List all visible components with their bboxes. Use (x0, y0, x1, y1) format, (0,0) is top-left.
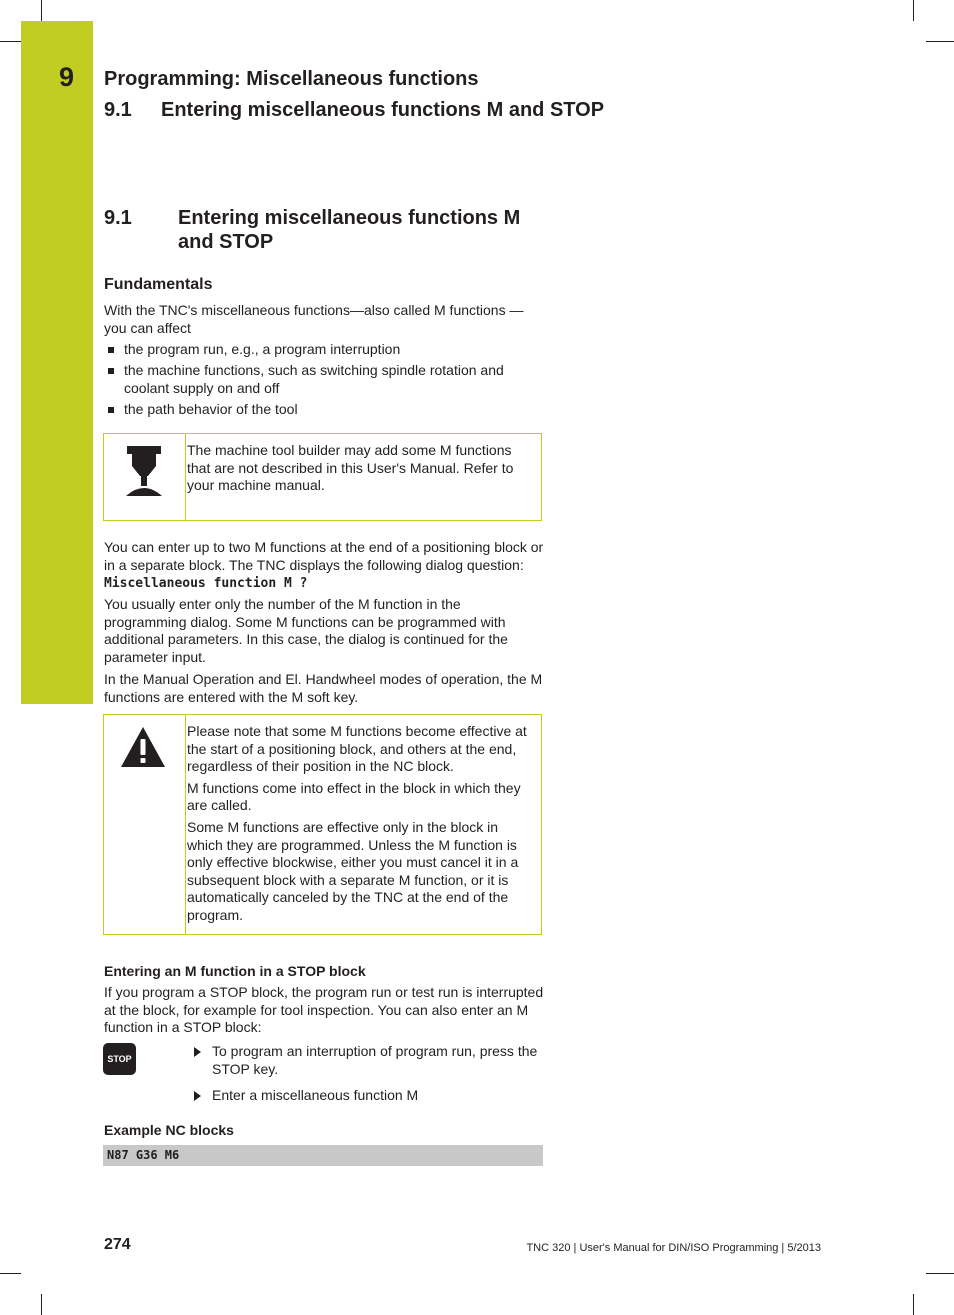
fundamentals-list (104, 341, 544, 422)
crop-mark (913, 1294, 914, 1315)
warning-note-box (103, 714, 542, 935)
list-item (104, 362, 544, 397)
machine-note-text: The machine tool builder may add some M functions that are not described in this User's Manual. Refer to your machine manual. (187, 442, 514, 494)
note-divider (185, 715, 186, 934)
machine-tool-icon (122, 444, 166, 500)
step-item (192, 1087, 542, 1105)
crop-mark (0, 41, 21, 42)
example-heading: Example NC blocks (104, 1122, 234, 1138)
bullet-icon (108, 368, 114, 374)
nc-code-block: N87 G36 M6 (103, 1145, 543, 1166)
list-item-text: the machine functions, such as switching spindle rotation and coolant supply on and off (124, 362, 504, 396)
warning-paragraph: Please note that some M functions become effective at the start of a positioning block, and others at the end, regardless of their position in the NC block. (187, 723, 527, 775)
arrow-right-icon (194, 1047, 201, 1057)
dialog-question: Miscellaneous function M ? (104, 576, 308, 592)
arrow-right-icon (194, 1091, 201, 1101)
step-text: To program an interruption of program run, press the STOP key. (212, 1043, 538, 1077)
crop-mark (41, 0, 42, 21)
warning-paragraph: Some M functions are effective only in the block in which they are programmed. Unless the M function is only effective blockwise, either you must cancel it in a subsequent block with a separate M function, or it is automatically canceled by the TNC at the end of the program. (187, 818, 519, 923)
crop-mark (0, 1273, 21, 1274)
section-title-line2: and STOP (178, 231, 274, 253)
step-item (192, 1043, 542, 1078)
page-number: 274 (104, 1236, 131, 1253)
body-paragraph-3: In the Manual Operation and El. Handwheel modes of operation, the M functions are entered with the M soft key. (104, 671, 543, 705)
machine-note-box (103, 433, 542, 521)
body-paragraph-1-text: You can enter up to two M functions at the end of a positioning block or in a separate block. The TNC displays the following dialog question: (104, 539, 544, 573)
warning-icon (119, 725, 167, 769)
crop-mark (913, 0, 914, 21)
footer-text: TNC 320 | User's Manual for DIN/ISO Programming | 5/2013 (526, 1242, 821, 1254)
warning-paragraph: M functions come into effect in the block in which they are called. (187, 779, 521, 814)
fundamentals-heading: Fundamentals (104, 276, 213, 293)
list-item-text: the path behavior of the tool (124, 400, 298, 417)
section-title-text (178, 206, 548, 254)
stop-key-icon: STOP (103, 1043, 136, 1075)
stop-section-heading: Entering an M function in a STOP block (104, 963, 366, 979)
running-header-section-title: Entering miscellaneous functions M and STOP (161, 99, 605, 121)
list-item-text: the program run, e.g., a program interruption (124, 341, 401, 357)
body-paragraph-1 (104, 539, 544, 593)
running-header-chapter: Programming: Miscellaneous functions (104, 68, 479, 90)
bullet-icon (108, 407, 114, 413)
chapter-tab (21, 21, 93, 704)
step-text: Enter a miscellaneous function M (212, 1087, 419, 1104)
fundamentals-intro: With the TNC's miscellaneous functions—also called M functions —you can affect (104, 302, 524, 336)
running-header-section (104, 99, 604, 122)
stop-section-intro: If you program a STOP block, the program run or test run is interrupted at the block, for example for tool inspection. You can also enter an M function in a STOP block: (104, 984, 544, 1036)
list-item (104, 341, 544, 359)
chapter-number: 9 (59, 62, 75, 92)
stop-steps-list (192, 1043, 542, 1114)
warning-note-text (187, 723, 537, 929)
list-item (104, 401, 544, 419)
section-number: 9.1 (104, 207, 132, 229)
body-paragraph-2: You usually enter only the number of the M function in the programming dialog. Some M functions can be programmed with additional parameters. In this case, the dialog is continued for the parameter input. (104, 596, 508, 665)
bullet-icon (108, 347, 114, 353)
section-title-line1: Entering miscellaneous functions M (178, 207, 521, 229)
running-header-section-number: 9.1 (104, 99, 132, 121)
crop-mark (41, 1294, 42, 1315)
note-divider (185, 434, 186, 520)
crop-mark (926, 1273, 954, 1274)
crop-mark (926, 41, 954, 42)
